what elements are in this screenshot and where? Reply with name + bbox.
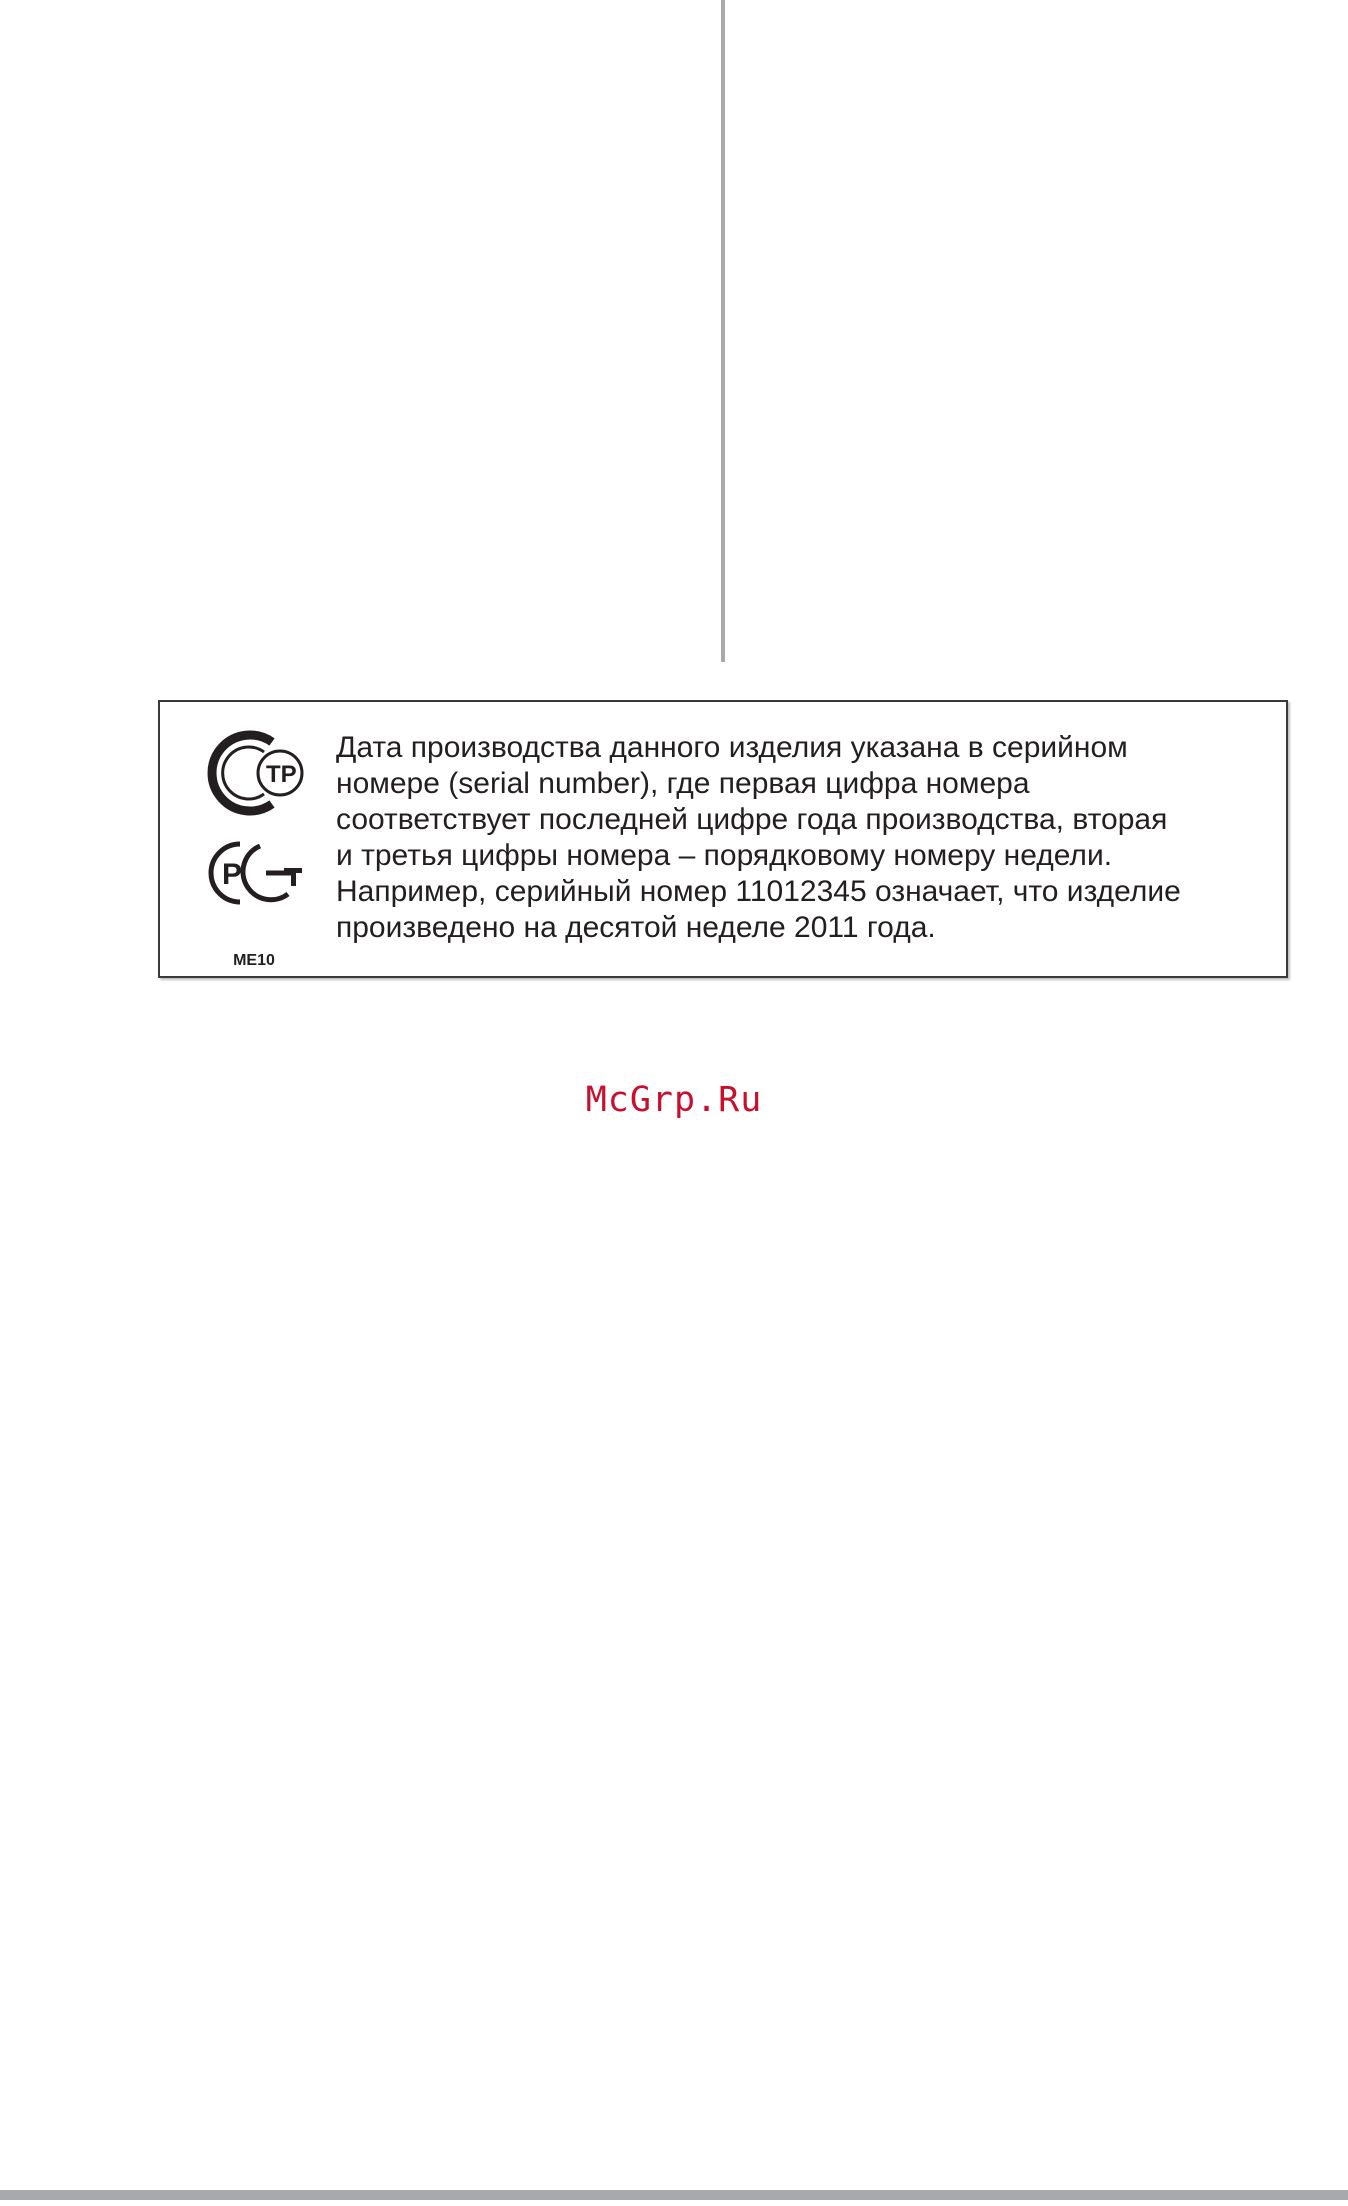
svg-text:ТР: ТР <box>266 761 297 788</box>
notice-line: Дата производства данного изделия указана в серийном <box>336 731 1128 764</box>
notice-line: произведено на десятой неделе 2011 года. <box>336 911 936 944</box>
rst-certification-mark-icon <box>200 838 306 908</box>
certification-code: ME10 <box>233 952 275 969</box>
bottom-rule <box>0 2190 1348 2200</box>
watermark-text: McGrp.Ru <box>585 1080 763 1120</box>
production-date-notice <box>158 700 1288 978</box>
notice-line: соответствует последней цифре года производства, вторая <box>336 803 1168 836</box>
vertical-divider <box>721 0 725 662</box>
certification-marks <box>200 728 310 969</box>
notice-text <box>336 730 1256 946</box>
ctp-conformity-mark-icon <box>200 728 306 818</box>
svg-text:Р: Р <box>222 858 243 891</box>
notice-line: и третья цифры номера – порядковому номеру недели. <box>336 839 1113 872</box>
notice-line: Например, серийный номер 11012345 означает, что изделие <box>336 875 1181 908</box>
notice-line: номере (serial number), где первая цифра номера <box>336 767 1030 800</box>
